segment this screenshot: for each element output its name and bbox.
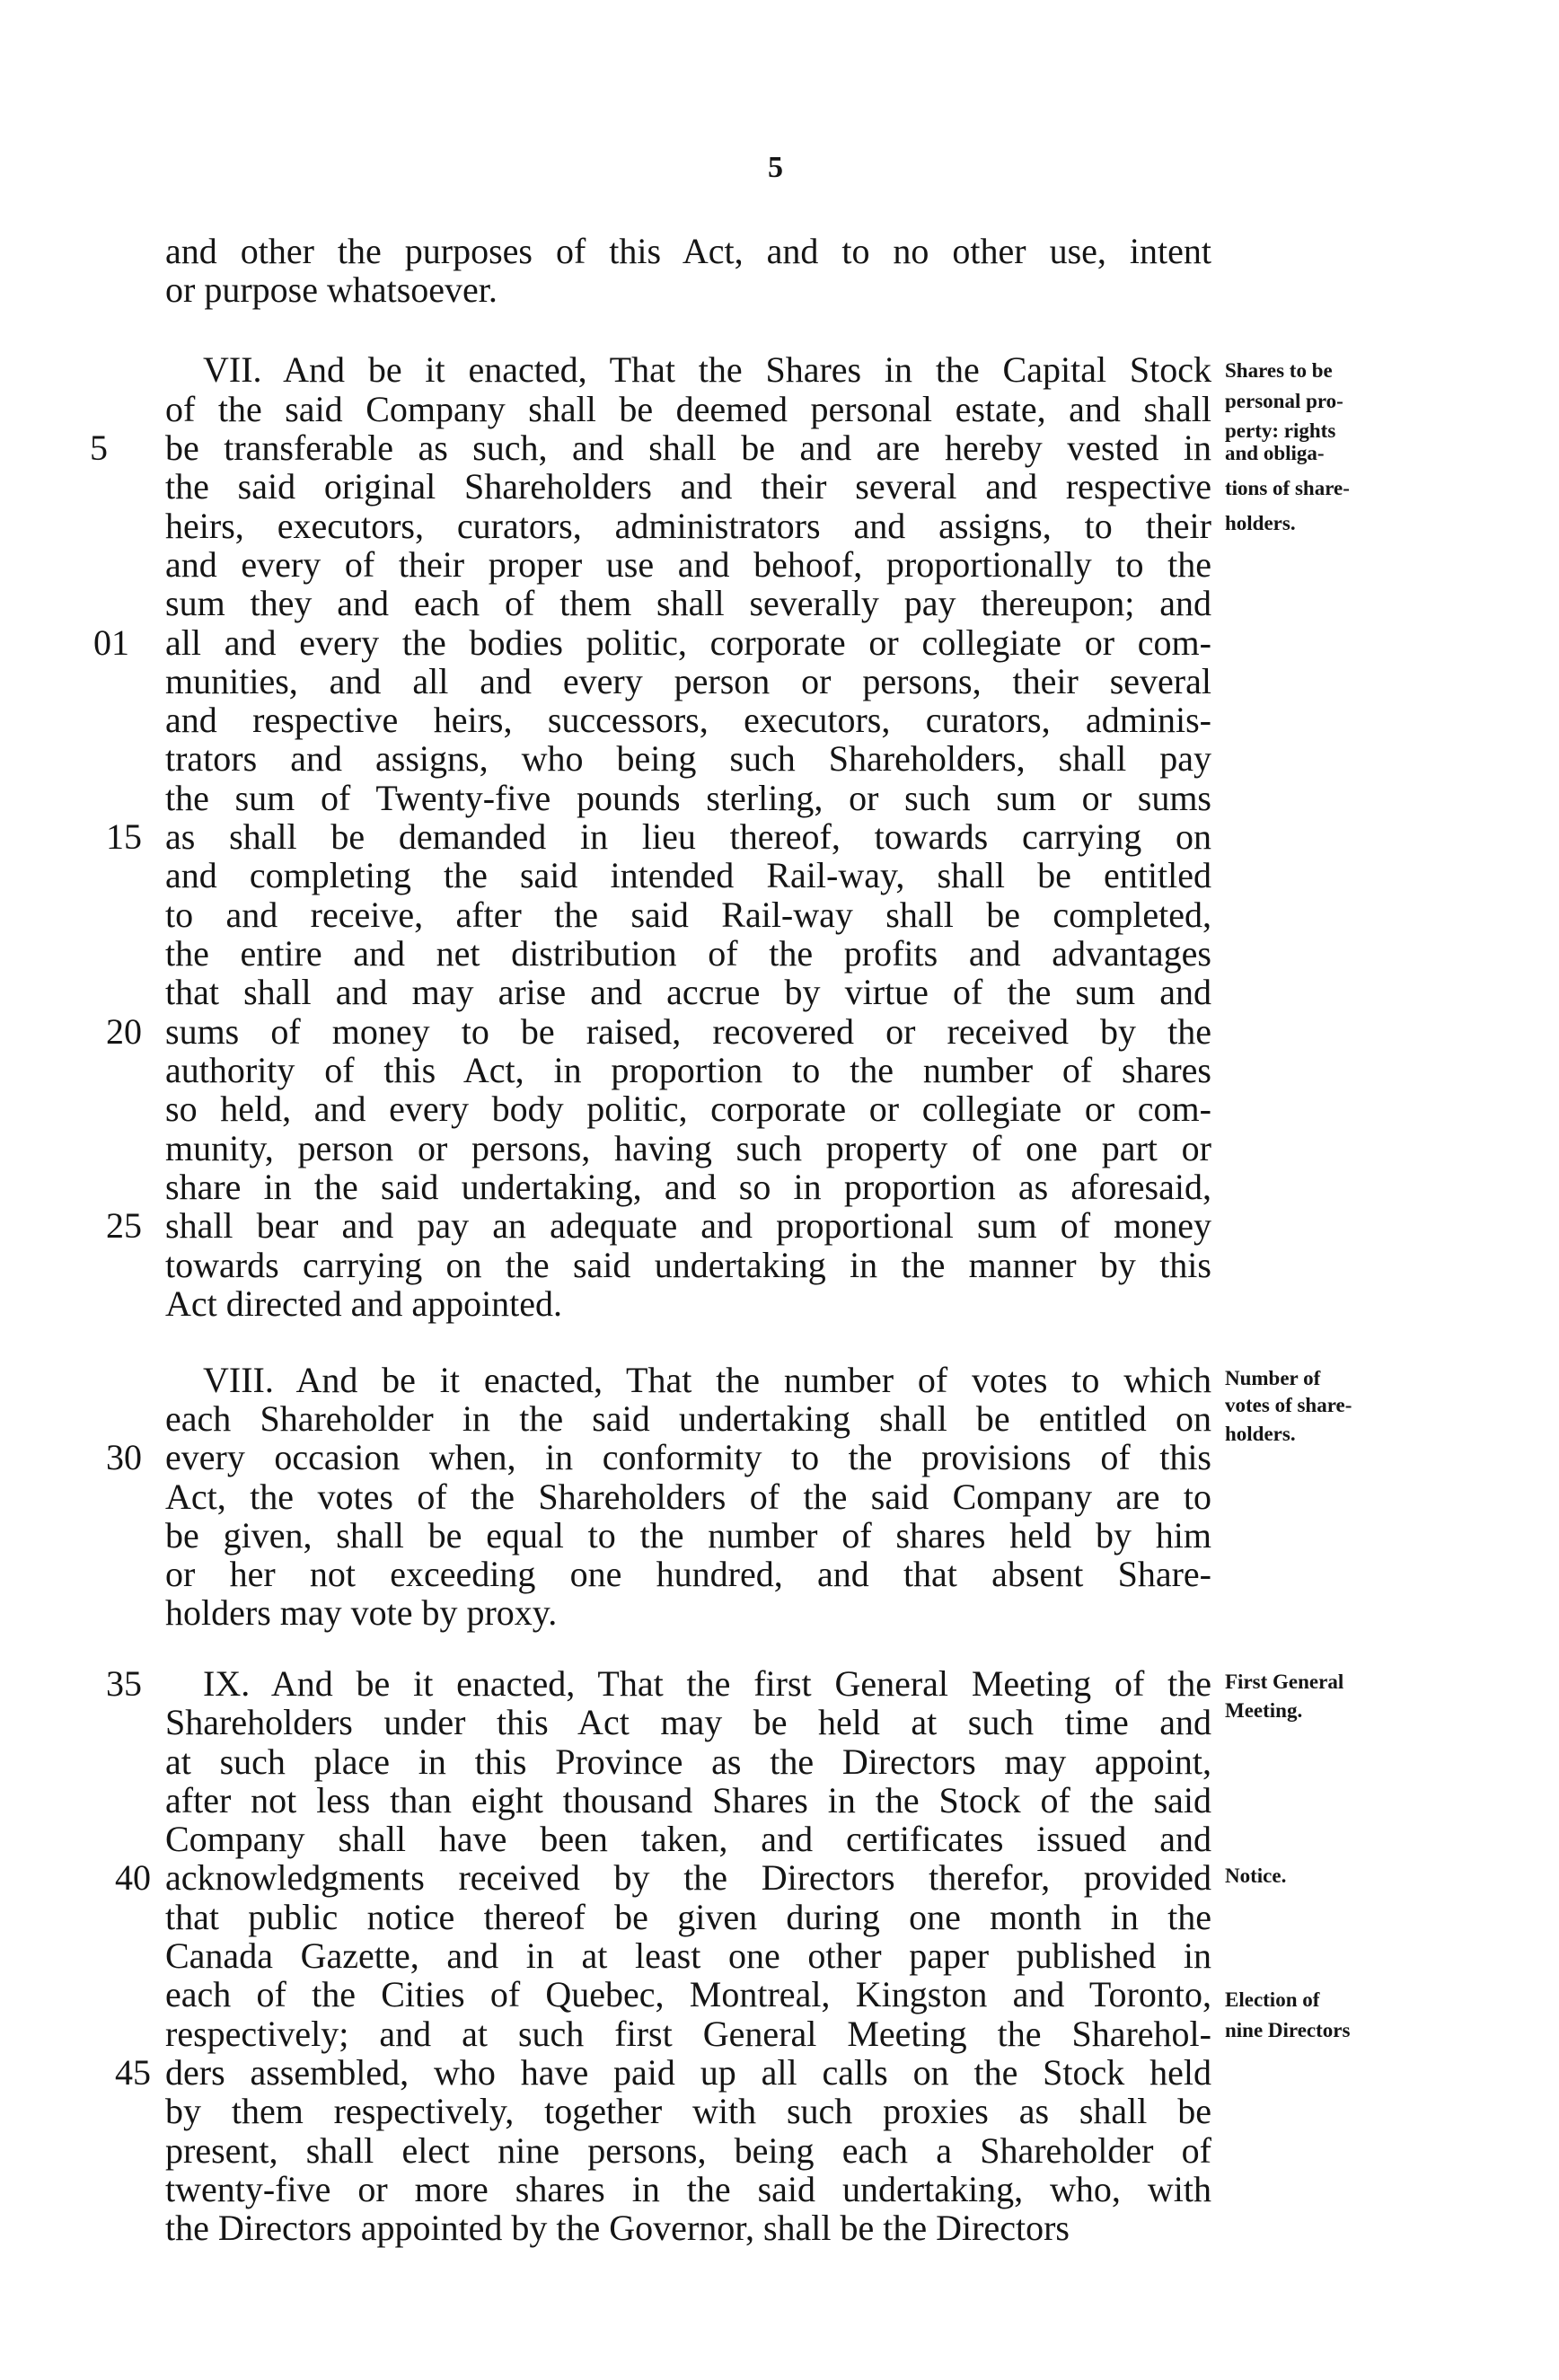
text-line: to and receive, after the said Rail-way shall be completed, — [165, 895, 1211, 935]
text-line: authority of this Act, in proportion to the number of shares — [165, 1050, 1211, 1090]
text-line: and other the purposes of this Act, and to no other use, intent — [165, 231, 1211, 271]
text-line: and every of their proper use and behoof, proportionally to the — [165, 544, 1211, 585]
text-line: that shall and may arise and accrue by virtue of the sum and — [165, 972, 1211, 1012]
margin-note-shares-line: Shares to be — [1225, 359, 1333, 382]
section-viii-heading-line: VIII. And be it enacted, That the number of votes to which — [203, 1360, 1211, 1400]
margin-note-meeting-line: First General — [1225, 1670, 1344, 1693]
text-line: every occasion when, in conformity to the provisions of this — [165, 1437, 1211, 1477]
text-line: share in the said undertaking, and so in proportion as aforesaid, — [165, 1167, 1211, 1207]
text-line: by them respectively, together with such proxies as shall be — [165, 2091, 1211, 2131]
line-number: 35 — [106, 1663, 142, 1704]
text-line: Company shall have been taken, and certificates issued and — [165, 1819, 1211, 1859]
text-line: acknowledgments received by the Directors therefor, provided — [165, 1857, 1211, 1898]
section-ix-heading-line: IX. And be it enacted, That the first General Meeting of the — [203, 1663, 1211, 1704]
line-number: 01 — [93, 622, 129, 663]
text-line: or purpose whatsoever. — [165, 269, 498, 310]
text-line: so held, and every body politic, corporate or collegiate or com- — [165, 1089, 1211, 1129]
margin-note-shares-line: personal pro- — [1225, 390, 1343, 412]
text-line: respectively; and at such first General Meeting the Sharehol- — [165, 2014, 1211, 2054]
text-line: towards carrying on the said undertaking in the manner by this — [165, 1245, 1211, 1285]
text-line: and completing the said intended Rail-way, shall be entitled — [165, 855, 1211, 895]
text-line: holders may vote by proxy. — [165, 1592, 558, 1633]
text-line: sum they and each of them shall severally pay thereupon; and — [165, 583, 1211, 623]
text-line: Canada Gazette, and in at least one other paper published in — [165, 1935, 1211, 1976]
margin-note-meeting-line: Meeting. — [1225, 1699, 1303, 1722]
text-line: all and every the bodies politic, corporate or collegiate or com- — [165, 622, 1211, 663]
line-number: 40 — [115, 1857, 151, 1898]
section-vii-heading-line: VII. And be it enacted, That the Shares in the Capital Stock — [203, 349, 1211, 390]
text-line: munities, and all and every person or persons, their several — [165, 661, 1211, 701]
text-line: Shareholders under this Act may be held at such time and — [165, 1702, 1211, 1742]
line-number: 30 — [106, 1437, 142, 1477]
margin-note-shares-line: and obliga- — [1225, 442, 1325, 464]
page-number: 5 — [768, 151, 783, 184]
text-line: the entire and net distribution of the profits and advantages — [165, 933, 1211, 974]
text-line: each of the Cities of Quebec, Montreal, Kingston and Toronto, — [165, 1974, 1211, 2014]
text-line: at such place in this Province as the Directors may appoint, — [165, 1741, 1211, 1782]
margin-note-election-line: Election of — [1225, 1988, 1320, 2011]
text-line: present, shall elect nine persons, being each a Shareholder of — [165, 2130, 1211, 2171]
text-line: sums of money to be raised, recovered or received by the — [165, 1011, 1211, 1052]
text-line: the Directors appointed by the Governor, shall be the Directors — [165, 2208, 1070, 2248]
text-line: twenty-five or more shares in the said undertaking, who, with — [165, 2169, 1211, 2209]
text-line: the said original Shareholders and their several and respective — [165, 466, 1211, 507]
line-number: 5 — [90, 428, 108, 468]
line-number: 15 — [106, 816, 142, 857]
margin-note-election-line: nine Directors — [1225, 2019, 1351, 2041]
text-line: each Shareholder in the said undertaking shall be entitled on — [165, 1398, 1211, 1439]
margin-note-shares-line: holders. — [1225, 512, 1296, 534]
text-line: the sum of Twenty-five pounds sterling, or such sum or sums — [165, 778, 1211, 818]
text-line: Act, the votes of the Shareholders of the said Company are to — [165, 1476, 1211, 1517]
text-line: heirs, executors, curators, administrators and assigns, to their — [165, 506, 1211, 546]
text-line: as shall be demanded in lieu thereof, towards carrying on — [165, 816, 1211, 857]
text-line: munity, person or persons, having such property of one part or — [165, 1128, 1211, 1168]
margin-note-votes-line: holders. — [1225, 1423, 1296, 1445]
text-line: that public notice thereof be given during one month in the — [165, 1897, 1211, 1937]
text-line: of the said Company shall be deemed personal estate, and shall — [165, 389, 1211, 429]
line-number: 45 — [115, 2052, 151, 2093]
text-line: and respective heirs, successors, executors, curators, adminis- — [165, 700, 1211, 740]
margin-note-shares-line: perty: rights — [1225, 419, 1336, 442]
margin-note-votes-line: votes of share- — [1225, 1394, 1352, 1416]
text-line: ders assembled, who have paid up all calls on the Stock held — [165, 2052, 1211, 2093]
margin-note-shares-line: tions of share- — [1225, 477, 1350, 499]
text-line: after not less than eight thousand Shares in the Stock of the said — [165, 1780, 1211, 1820]
text-line: be given, shall be equal to the number of shares held by him — [165, 1515, 1211, 1556]
text-line: Act directed and appointed. — [165, 1283, 563, 1324]
text-line: shall bear and pay an adequate and proportional sum of money — [165, 1205, 1211, 1246]
text-line: trators and assigns, who being such Shareholders, shall pay — [165, 738, 1211, 779]
line-number: 20 — [106, 1011, 142, 1052]
text-line: or her not exceeding one hundred, and that absent Share- — [165, 1554, 1211, 1594]
line-number: 25 — [106, 1205, 142, 1246]
margin-note-votes-line: Number of — [1225, 1367, 1321, 1389]
text-line: be transferable as such, and shall be and are hereby vested in — [165, 428, 1211, 468]
margin-note-notice: Notice. — [1225, 1864, 1287, 1887]
